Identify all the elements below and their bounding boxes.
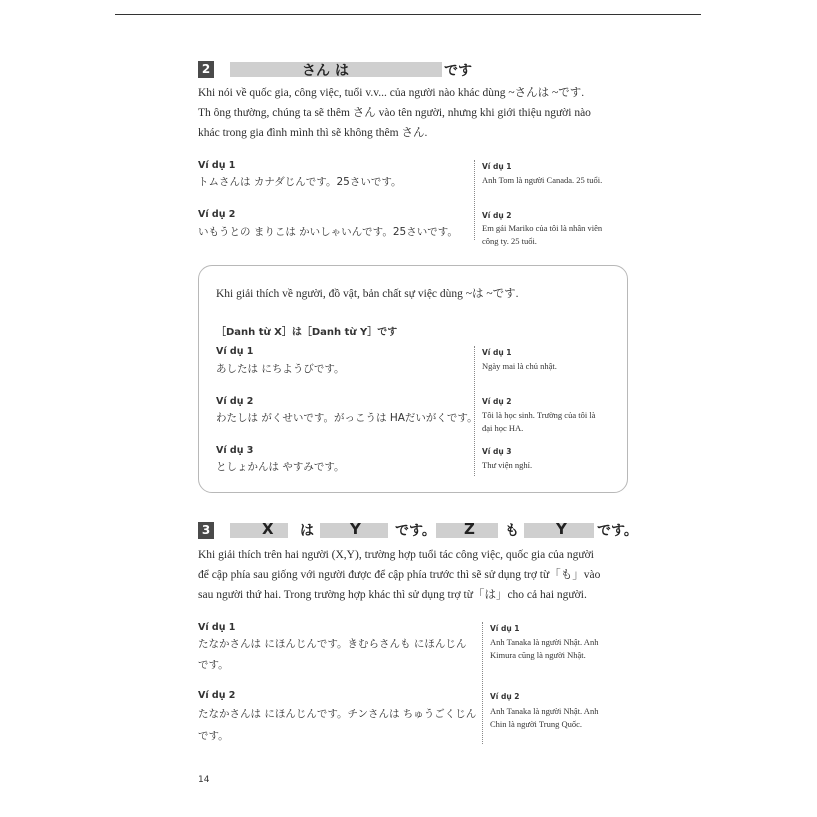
heading-x: X [262, 520, 274, 538]
translation-text: Kimura cũng là người Nhật. [490, 650, 586, 660]
translation-label: Ví dụ 1 [490, 624, 520, 633]
example-japanese: トムさんは カナダじんです。25さいです。 [198, 176, 402, 188]
example-label: Ví dụ 2 [198, 690, 236, 701]
paragraph-line: Khi nói về quốc gia, công việc, tuổi v.v... của người nào khác dùng ~さんは ~です. [198, 87, 585, 99]
translation-text: công ty. 25 tuổi. [482, 236, 537, 246]
example-label: Ví dụ 2 [216, 396, 254, 407]
heading-z: Z [464, 520, 475, 538]
box-intro: Khi giải thích về người, đồ vật, bản chất sự việc dùng ~は ~です. [216, 288, 519, 300]
blank-bar [230, 523, 288, 538]
example-japanese: あしたは にちようびです。 [216, 363, 345, 375]
example-japanese: としょかんは やすみです。 [216, 461, 345, 473]
heading-word: です [444, 63, 472, 79]
top-rule [115, 14, 701, 15]
blank-bar [354, 62, 442, 77]
translation-text: Tôi là học sinh. Trường của tôi là [482, 410, 596, 420]
example-japanese: いもうとの まりこは かいしゃいんです。25さいです。 [198, 226, 458, 238]
section-3-paragraph [198, 545, 638, 605]
heading-particle: は [335, 63, 349, 79]
translation-text: Ngày mai là chủ nhật. [482, 361, 557, 371]
heading-y: Y [556, 520, 567, 538]
example-label: Ví dụ 1 [216, 346, 254, 357]
translation-text: Anh Tanaka là người Nhật. Anh [490, 637, 599, 647]
example-label: Ví dụ 1 [198, 160, 236, 171]
translation-label: Ví dụ 2 [482, 397, 512, 406]
translation-text: Thư viện nghỉ. [482, 460, 533, 470]
example-label: Ví dụ 2 [198, 209, 236, 220]
example-japanese: たなかさんは にほんじんです。チンさんは ちゅうごくじん [198, 708, 477, 720]
example-label: Ví dụ 3 [216, 445, 254, 456]
translation-label: Ví dụ 1 [482, 162, 512, 171]
paragraph-line: Khi giải thích trên hai người (X,Y), trường hợp tuổi tác công việc, quốc gia của người [198, 549, 594, 561]
example-japanese: です。 [198, 659, 229, 671]
translation-label: Ví dụ 2 [482, 211, 512, 220]
example-japanese: です。 [198, 730, 229, 742]
grammar-pattern: ［Danh từ X］は［Danh từ Y］です [216, 327, 398, 338]
example-label: Ví dụ 1 [198, 622, 236, 633]
translation-text: Anh Tom là người Canada. 25 tuổi. [482, 175, 603, 185]
page-number: 14 [198, 775, 210, 785]
translation-text: Anh Tanaka là người Nhật. Anh [490, 706, 599, 716]
paragraph-line: sau người thứ hai. Trong trường hợp khác thì sử dụng trợ từ「は」cho cả hai người. [198, 589, 587, 601]
translation-text: đại học HA. [482, 423, 524, 433]
column-divider [474, 160, 475, 240]
heading-y: Y [350, 520, 361, 538]
section-2-paragraph [198, 83, 638, 143]
heading-word: さん [302, 63, 330, 79]
translation-text: Chin là người Trung Quốc. [490, 719, 582, 729]
example-japanese: わたしは がくせいです。がっこうは HAだいがくです。 [216, 412, 478, 424]
example-japanese: たなかさんは にほんじんです。きむらさんも にほんじん [198, 638, 467, 650]
translation-label: Ví dụ 1 [482, 348, 512, 357]
heading-word: です。 [395, 523, 436, 539]
section-2-number: 2 [198, 61, 214, 78]
column-divider [482, 622, 483, 744]
paragraph-line: khác trong gia đình mình thì sẽ không thêm さん. [198, 127, 428, 139]
section-3-number: 3 [198, 522, 214, 539]
heading-word: です。 [597, 523, 638, 539]
paragraph-line: Th ông thường, chúng ta sẽ thêm さん vào tên người, nhưng khi giới thiệu người nào [198, 107, 591, 119]
paragraph-line: để cập phía sau giống với người được để cập phía trước thì sẽ sử dụng trợ từ「も」vào [198, 569, 601, 581]
heading-particle: も [505, 523, 519, 539]
translation-label: Ví dụ 3 [482, 447, 512, 456]
heading-particle: は [300, 523, 314, 539]
translation-label: Ví dụ 2 [490, 692, 520, 701]
translation-text: Em gái Mariko của tôi là nhân viên [482, 223, 603, 233]
